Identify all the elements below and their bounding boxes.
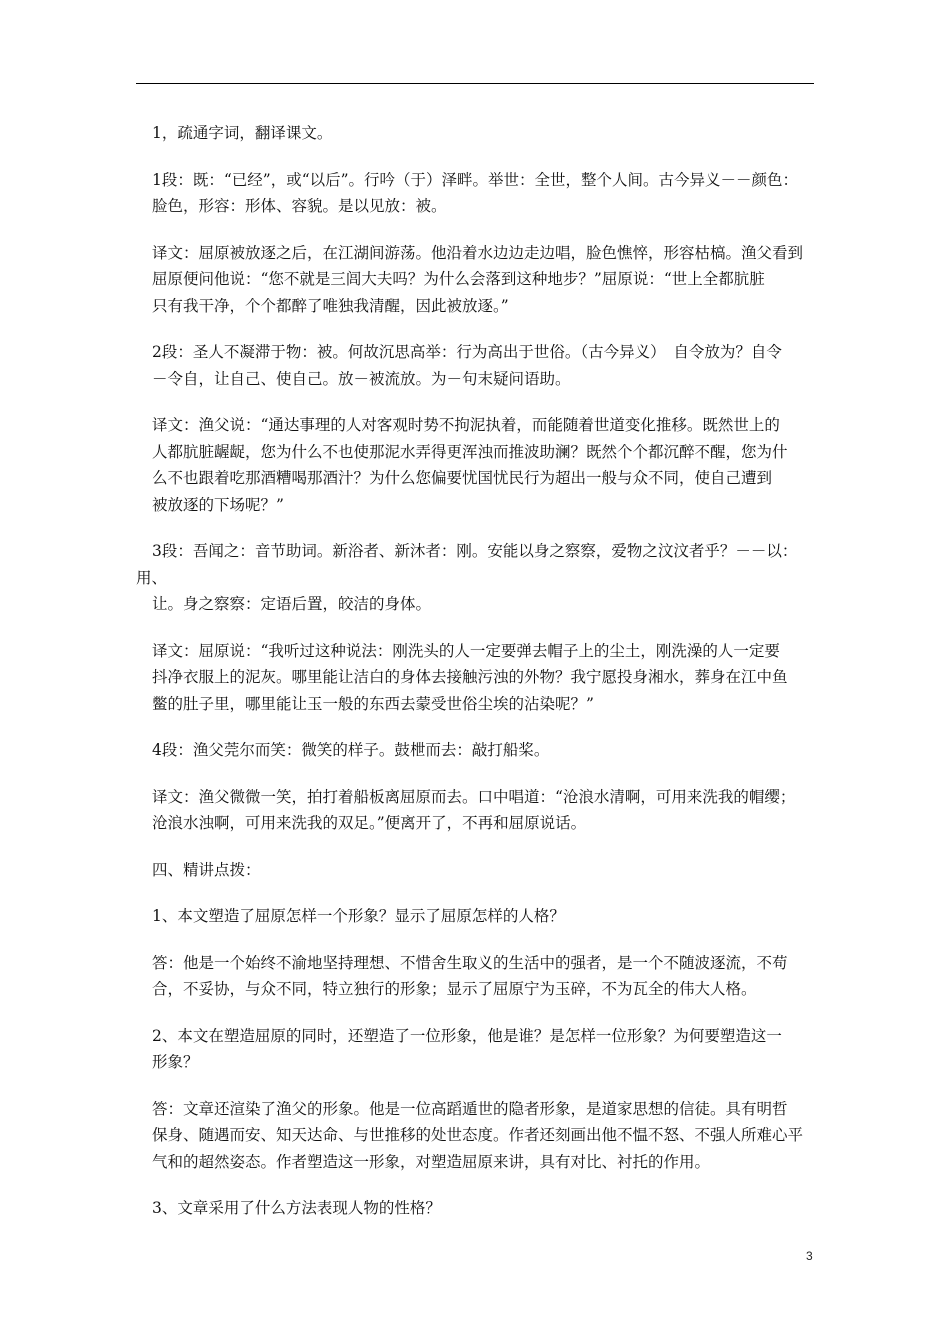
- text-line: 鳖的肚子里，哪里能让玉一般的东西去蒙受世俗尘埃的沾染呢？”: [152, 694, 594, 713]
- text-line: 1，疏通字词，翻译课文。: [152, 124, 333, 142]
- text-line: 合，不妥协，与众不同，特立独行的形象；显示了屈原宁为玉碎，不为瓦全的伟大人格。: [152, 980, 757, 998]
- text-line: －令自，让自己、使自己。放－被流放。为－句末疑问语助。: [152, 369, 571, 388]
- text-line: 3段：吾闻之：音节助词。新浴者、新沐者：刚。安能以身之察察，爱物之汶汶者乎？－－以：用、: [136, 542, 798, 587]
- section-heading-1: [136, 120, 816, 147]
- text-line: 2段：圣人不凝滞于物：被。何故沉思高举：行为高出于世俗。（古今异义） 自令放为？自令: [152, 343, 782, 361]
- text-line: 脸色，形容：形体、容貌。是以见放：被。: [152, 197, 447, 215]
- text-line: 3、文章采用了什么方法表现人物的性格？: [152, 1199, 441, 1217]
- text-line: 译文：渔父微微一笑，拍打着船板离屈原而去。口中唱道：“沧浪水清啊，可用来洗我的帽缨；: [152, 787, 796, 806]
- paragraph-4-translation: [136, 784, 816, 837]
- text-line: 答：他是一个始终不渝地坚持理想、不惜舍生取义的生活中的强者，是一个不随波逐流，不苟: [152, 953, 788, 972]
- document-body: [136, 120, 816, 1242]
- paragraph-1-translation: [136, 240, 816, 320]
- section-heading-4: [136, 857, 816, 884]
- paragraph-4-notes: [136, 737, 816, 764]
- paragraph-3-translation: [136, 638, 816, 718]
- text-line: 只有我干净，个个都醉了唯独我清醒，因此被放逐。”: [152, 296, 509, 315]
- text-line: 四、精讲点拨：: [152, 860, 261, 879]
- paragraph-2-translation: [136, 412, 816, 518]
- paragraph-1-notes: [136, 167, 816, 220]
- text-line: 人都肮脏龌龊，您为什么不也使那泥水弄得更浑浊而推波助澜？既然个个都沉醉不醒，您为什: [152, 442, 788, 461]
- header-rule: [136, 83, 814, 84]
- text-line: 么不也跟着吃那酒糟喝那酒汁？为什么您偏要忧国忧民行为超出一般与众不同，使自己遭到: [152, 469, 773, 487]
- text-line: 沧浪水浊啊，可用来洗我的双足。”便离开了，不再和屈原说话。: [152, 814, 587, 832]
- question-3: [136, 1195, 816, 1222]
- text-line: 答：文章还渲染了渔父的形象。他是一位高蹈遁世的隐者形象，是道家思想的信徒。具有明哲: [152, 1099, 788, 1118]
- text-line: 屈原便问他说：“您不就是三闾大夫吗？为什么会落到这种地步？”屈原说：“世上全都肮脏: [152, 270, 765, 288]
- text-line: 译文：屈原说：“我听过这种说法：刚洗头的人一定要弹去帽子上的尘土，刚洗澡的人一定要: [152, 641, 780, 660]
- text-line: 1、本文塑造了屈原怎样一个形象？显示了屈原怎样的人格？: [152, 907, 565, 925]
- text-line: 保身、随遇而安、知天达命、与世推移的处世态度。作者还刻画出他不愠不怒、不强人所难心平: [152, 1126, 804, 1144]
- text-line: 1段：既：“已经”，或“以后”。行吟（于）泽畔。举世：全世，整个人间。古今异义－－颜色：: [152, 170, 799, 189]
- text-line: 2、本文在塑造屈原的同时，还塑造了一位形象，他是谁？是怎样一位形象？为何要塑造这一: [152, 1026, 782, 1045]
- text-line: 译文：屈原被放逐之后，在江湖间游荡。他沿着水边边走边唱，脸色憔悴，形容枯槁。渔父看到: [152, 243, 804, 262]
- text-line: 4段：渔父莞尔而笑：微笑的样子。鼓枻而去：敲打船桨。: [152, 741, 550, 759]
- paragraph-3-notes: [136, 538, 816, 618]
- answer-1: [136, 950, 816, 1003]
- paragraph-2-notes: [136, 339, 816, 392]
- answer-2: [136, 1096, 816, 1176]
- question-2: [136, 1023, 816, 1076]
- question-1: [136, 903, 816, 930]
- text-line: 气和的超然姿态。作者塑造这一形象，对塑造屈原来讲，具有对比、衬托的作用。: [152, 1152, 711, 1171]
- text-line: 被放逐的下场呢？”: [152, 495, 284, 514]
- text-line: 译文：渔父说：“通达事理的人对客观时势不拘泥执着，而能随着世道变化推移。既然世上的: [152, 416, 780, 434]
- text-line: 形象？: [152, 1053, 199, 1071]
- text-line: 抖净衣服上的泥灰。哪里能让洁白的身体去接触污浊的外物？我宁愿投身湘水，葬身在江中鱼: [152, 668, 788, 686]
- page-number: 3: [806, 1249, 813, 1263]
- text-line: 让。身之察察：定语后置，皎洁的身体。: [152, 595, 432, 613]
